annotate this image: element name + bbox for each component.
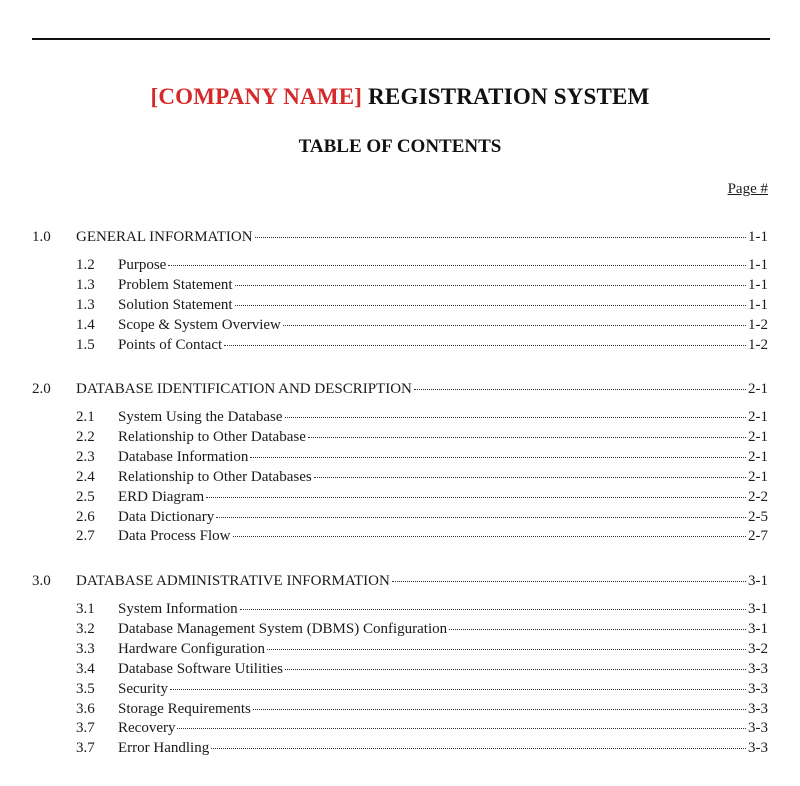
toc-entry-number: 3.0 (32, 573, 51, 589)
dot-leader (449, 629, 746, 630)
toc-item-1-1 (32, 255, 768, 275)
toc-entry-number: 2.7 (76, 528, 95, 544)
toc-entry-title: Database Management System (DBMS) Configuration (118, 621, 448, 637)
toc-entry-title: Scope & System Overview (118, 317, 281, 333)
toc-entry-page: 2-1 (748, 409, 768, 425)
top-rule (32, 38, 770, 40)
toc-entry-page: 3-3 (748, 681, 768, 697)
toc-entry-number: 2.4 (76, 469, 95, 485)
dot-leader (285, 669, 746, 670)
toc-item-2-3 (32, 447, 768, 467)
toc-entry-title: GENERAL INFORMATION (76, 229, 253, 245)
toc-heading: TABLE OF CONTENTS (298, 136, 502, 157)
toc-entry-title: Points of Contact (118, 337, 223, 353)
toc-entry-page: 2-7 (748, 528, 768, 544)
dot-leader (392, 581, 746, 582)
toc-entry-number: 2.5 (76, 489, 95, 505)
toc-entry-title: DATABASE ADMINISTRATIVE INFORMATION (76, 573, 390, 589)
toc-entry-title: Error Handling (118, 740, 210, 756)
toc-entry-page: 1-1 (748, 297, 768, 313)
toc-item-3-3 (32, 639, 768, 659)
toc-entry-page: 2-1 (748, 381, 768, 397)
toc-entry-number: 3.1 (76, 601, 95, 617)
toc-entry-number: 3.7 (76, 720, 95, 736)
toc-entry-page: 1-1 (748, 257, 768, 273)
toc-item-3-4 (32, 659, 768, 679)
dot-leader (235, 285, 746, 286)
toc-entry-page: 2-2 (748, 489, 768, 505)
toc-item-1-3 (32, 295, 768, 315)
toc-item-3-7 (32, 718, 768, 738)
dot-leader (177, 728, 746, 729)
dot-leader (283, 325, 746, 326)
toc-entry-title: Purpose (118, 257, 167, 273)
toc-entry-title: Recovery (118, 720, 176, 736)
toc-entry-title: Security (118, 681, 168, 697)
toc-entry-page: 1-2 (748, 317, 768, 333)
system-title: REGISTRATION SYSTEM (368, 84, 650, 109)
toc-entry-number: 1.2 (76, 257, 95, 273)
toc-entry-number: 3.7 (76, 740, 95, 756)
toc-entry-title: System Information (118, 601, 238, 617)
dot-leader (414, 389, 746, 390)
toc-entry-page: 3-2 (748, 641, 768, 657)
toc-entry-number: 2.6 (76, 509, 95, 525)
toc-entry-title: Relationship to Other Databases (118, 469, 312, 485)
toc-entry-title: ERD Diagram (118, 489, 205, 505)
toc-item-3-6 (32, 699, 768, 719)
toc-entry-number: 1.4 (76, 317, 95, 333)
toc-entry-number: 3.3 (76, 641, 95, 657)
toc-entry-number: 1.5 (76, 337, 95, 353)
toc-entry-page: 3-3 (748, 701, 768, 717)
toc-item-3-2 (32, 619, 768, 639)
toc-item-2-7 (32, 526, 768, 546)
toc-item-2-1 (32, 407, 768, 427)
toc-entry-number: 2.2 (76, 429, 95, 445)
toc-entry-number: 3.4 (76, 661, 95, 677)
toc-entry-page: 3-1 (748, 601, 768, 617)
toc-entry-number: 1.3 (76, 277, 95, 293)
toc-entry-page: 1-2 (748, 337, 768, 353)
dot-leader (314, 477, 746, 478)
dot-leader (233, 536, 747, 537)
dot-leader (240, 609, 746, 610)
toc-item-1-5 (32, 335, 768, 355)
toc-entry-number: 3.6 (76, 701, 95, 717)
dot-leader (211, 748, 746, 749)
toc-section-2 (32, 379, 768, 399)
toc-entry-page: 2-1 (748, 469, 768, 485)
toc-entry-title: Database Information (118, 449, 249, 465)
dot-leader (255, 237, 746, 238)
dot-leader (216, 517, 746, 518)
toc-entry-title: Data Process Flow (118, 528, 231, 544)
dot-leader (224, 345, 746, 346)
toc-entry-page: 2-1 (748, 449, 768, 465)
toc-item-2-5 (32, 487, 768, 507)
dot-leader (235, 305, 746, 306)
dot-leader (250, 457, 746, 458)
toc-item-3-8 (32, 738, 768, 758)
toc-entry-number: 2.1 (76, 409, 95, 425)
toc-entry-title: Hardware Configuration (118, 641, 266, 657)
toc-entry-page: 1-1 (748, 277, 768, 293)
toc-item-3-5 (32, 679, 768, 699)
toc-entry-title: Storage Requirements (118, 701, 251, 717)
toc-entry-number: 2.3 (76, 449, 95, 465)
dot-leader (253, 709, 746, 710)
toc-entry-page: 1-1 (748, 229, 768, 245)
dot-leader (206, 497, 746, 498)
toc-entry-title: DATABASE IDENTIFICATION AND DESCRIPTION (76, 381, 412, 397)
dot-leader (267, 649, 746, 650)
toc-entry-number: 3.2 (76, 621, 95, 637)
toc-entry-title: Solution Statement (118, 297, 233, 313)
toc-entry-title: Relationship to Other Database (118, 429, 306, 445)
toc-entry-number: 3.5 (76, 681, 95, 697)
toc-entry-number: 2.0 (32, 381, 51, 397)
toc-section-1 (32, 227, 768, 247)
dot-leader (168, 265, 746, 266)
toc-section-3 (32, 571, 768, 591)
toc-entry-number: 1.3 (76, 297, 95, 313)
toc-entry-number: 1.0 (32, 229, 51, 245)
toc-entry-title: Problem Statement (118, 277, 233, 293)
toc-entry-page: 2-1 (748, 429, 768, 445)
toc-entry-page: 3-1 (748, 573, 768, 589)
toc-item-1-2 (32, 275, 768, 295)
dot-leader (170, 689, 746, 690)
dot-leader (285, 417, 746, 418)
toc-entry-page: 3-1 (748, 621, 768, 637)
toc-entry-title: Database Software Utilities (118, 661, 283, 677)
company-name-placeholder: [COMPANY NAME] (150, 84, 363, 109)
document-title (0, 84, 800, 110)
toc-entry-page: 3-3 (748, 740, 768, 756)
page-number-column-label: Page # (727, 181, 768, 197)
toc-entry-page: 3-3 (748, 720, 768, 736)
toc-entry-page: 3-3 (748, 661, 768, 677)
toc-entry-title: System Using the Database (118, 409, 283, 425)
toc-entry-title: Data Dictionary (118, 509, 215, 525)
dot-leader (308, 437, 746, 438)
toc-item-2-4 (32, 467, 768, 487)
toc-item-2-6 (32, 507, 768, 527)
toc-item-1-4 (32, 315, 768, 335)
toc-entry-page: 2-5 (748, 509, 768, 525)
toc-item-2-2 (32, 427, 768, 447)
toc-item-3-1 (32, 599, 768, 619)
